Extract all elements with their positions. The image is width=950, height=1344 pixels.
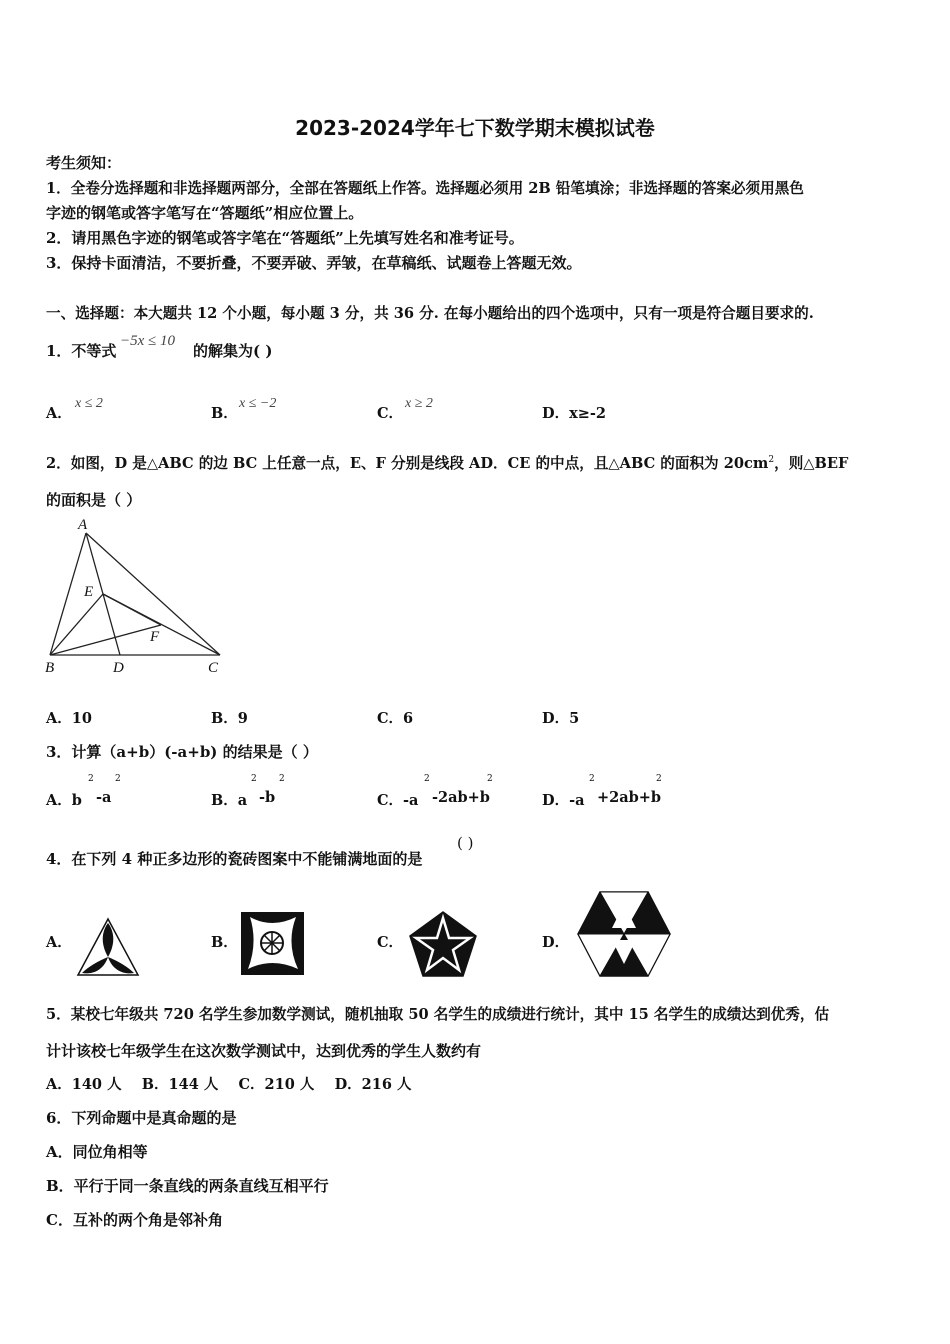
q4-option-b-label: B． [211,934,238,951]
q1-option-b-expr: x ≤ −2 [239,396,277,411]
q1-option-a-label: A． [46,405,72,422]
q3-option-d-exp-1: 2 [589,774,595,784]
notice-heading: 考生须知： [46,154,122,172]
q4-option-c-pentagon-tile [408,910,478,978]
q2-superscript: 2 [768,455,775,466]
q6-option-a: A．同位角相等 [46,1143,148,1161]
notice-item-2: 2．请用黑色字迹的钢笔或答字笔在“答题纸”上先填写姓名和准考证号。 [46,229,524,247]
q3-option-a-exp-1: 2 [88,774,94,784]
label-c: C [208,660,219,676]
q1-stem-suffix: 的解集为( ) [193,342,273,360]
q4-option-a-label: A． [46,934,72,951]
q1-option-d: D．x≥-2 [542,405,606,422]
q4-option-b-square-tile [240,911,306,977]
q6-option-c: C．互补的两个角是邻补角 [46,1211,223,1229]
q1-option-a-expr: x ≤ 2 [75,396,103,411]
q5-stem-line-1: 5．某校七年级共 720 名学生参加数学测试，随机抽取 50 名学生的成绩进行统计，其中 15 名学生的成绩达到优秀，估 [46,1006,830,1023]
q6-option-b: B．平行于同一条直线的两条直线互相平行 [46,1177,329,1195]
q3-option-b-exp-2: 2 [279,774,285,784]
q3-option-b-exp-1: 2 [251,774,257,784]
q4-stem: 4．在下列 4 种正多边形的瓷砖图案中不能铺满地面的是 [46,850,423,868]
section-heading: 一、选择题：本大题共 12 个小题，每小题 3 分，共 36 分. 在每小题给出的四个选项中，只有一项是符合题目要求的. [46,305,814,322]
q2-stem-text: 2．如图，D 是△ABC 的边 BC 上任意一点，E、F 分别是线段 AD．CE 的中点，且△ABC 的面积为 20cm [46,455,769,472]
label-f: F [150,629,160,645]
q3-option-b-part-2: -b [259,789,276,806]
q3-stem: 3．计算（a+b）(-a+b) 的结果是（ ） [46,743,318,761]
q1-expression: −5x ≤ 10 [120,333,176,349]
q2-stem-line-2: 的面积是（ ） [46,491,142,509]
q4-option-c-label: C． [377,934,404,951]
q4-option-d-label: D． [542,934,570,951]
q3-option-c-exp-1: 2 [424,774,430,784]
q3-option-a-part-2: -a [96,789,112,806]
q3-option-c-exp-2: 2 [487,774,493,784]
q2-triangle-figure [40,515,240,680]
q4-option-a-triangle-tile [76,917,140,977]
q2-option-d: D．5 [542,710,580,727]
q4-paren: ( ) [457,834,474,852]
label-d: D [113,660,124,676]
q3-option-c-part-2: -2ab+b [432,789,490,806]
q3-option-a-part-1: A．b [46,792,82,809]
q1-option-c-expr: x ≥ 2 [405,396,433,411]
q3-option-d-exp-2: 2 [656,774,662,784]
q4-option-d-hexagon-tile [576,890,672,978]
q2-option-a: A．10 [46,710,92,727]
q5-stem-line-2: 计计该校七年级学生在这次数学测试中，达到优秀的学生人数约有 [46,1042,482,1060]
q3-option-d-part-1: D．-a [542,792,585,809]
q1-option-c-label: C． [377,405,404,422]
q1-stem-prefix: 1．不等式 [46,342,117,360]
q2-option-b: B．9 [211,710,248,727]
notice-item-3: 3．保持卡面清洁，不要折叠，不要弄破、弄皱，在草稿纸、试题卷上答题无效。 [46,254,582,272]
q2-option-c: C．6 [377,710,414,727]
q5-options: A．140 人 B．144 人 C．210 人 D．216 人 [46,1076,412,1093]
page-title: 2023-2024学年七下数学期末模拟试卷 [295,116,655,140]
q2-stem-line-1 [46,452,848,473]
q3-option-d-part-2: +2ab+b [597,789,662,806]
q2-stem-end: ，则△BEF [774,455,849,472]
label-a: A [78,517,88,533]
q3-option-b-part-1: B．a [211,792,248,809]
notice-item-1-line-1: 1．全卷分选择题和非选择题两部分，全部在答题纸上作答。选择题必须用 2B 铅笔填涂；非选择题的答案必须用黑色 [46,180,804,197]
q3-option-a-exp-2: 2 [115,774,121,784]
q6-stem: 6．下列命题中是真命题的是 [46,1109,237,1127]
label-b: B [45,660,55,676]
q1-option-b-label: B． [211,405,238,422]
notice-item-1-line-2: 字迹的钢笔或答字笔写在“答题纸”相应位置上。 [46,204,364,222]
label-e: E [84,584,94,600]
q3-option-c-part-1: C．-a [377,792,419,809]
